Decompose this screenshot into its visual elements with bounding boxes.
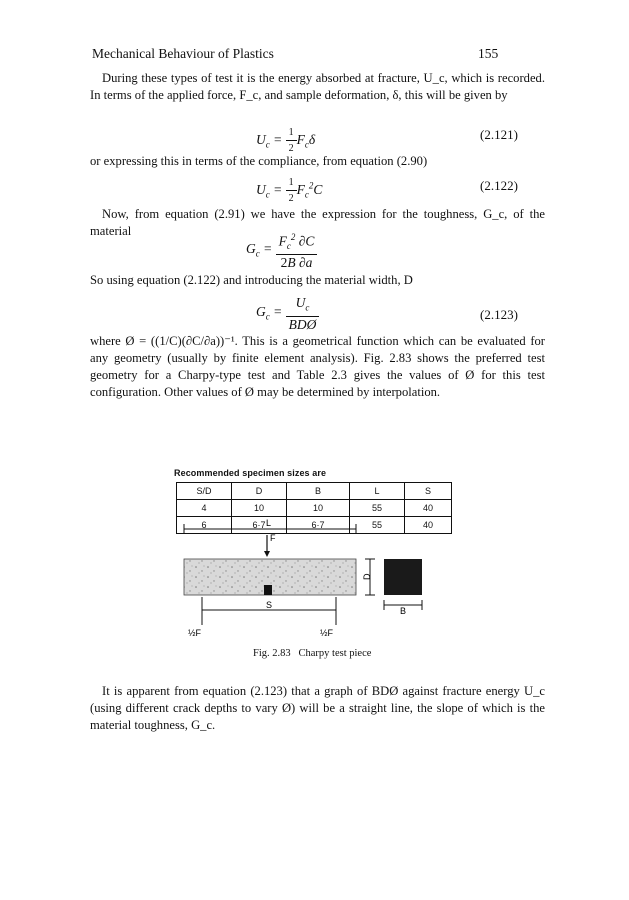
table-cell: 6·7 [287,517,350,534]
charpy-specimen-drawing [170,515,440,645]
p3-text: Now, from equation (2.91) we have the expression for the toughness, G_c, of the material [90,207,545,238]
table-cell: 10 [287,500,350,517]
table-cell: 55 [350,517,405,534]
caption-number: Fig. 2.83 [253,648,291,659]
notch [264,585,272,595]
p4-text: So using equation (2.122) and introducing the material width, D [90,273,413,287]
reaction-right-label: ½F [320,628,334,638]
p1-text: During these types of test it is the energy absorbed at fracture, U_c, which is recorded. In terms of the applied force, F_c, and sample deformation, δ, this will be given by [90,71,545,102]
equation-2-121: $U_c$ = $\frac{1}{2}$ $F_c\delta$ [256,127,316,154]
equation-number-2-121: (2.121) [480,127,518,142]
paragraph-3 [90,206,545,240]
p6-text: It is apparent from equation (2.123) that a graph of BDØ against fracture energy U_c (using different crack depths to vary Ø) will be a straight line, the slope of which is the material toughness, G_c. [90,684,545,732]
running-header-title: Mechanical Behaviour of Plastics [92,46,274,61]
table-cell: 4 [177,500,232,517]
table-cell: 40 [405,517,452,534]
table-header-cell: L [350,483,405,500]
reaction-left-label: ½F [188,628,202,638]
table-header-row [177,483,452,500]
equation-2-122: $U_c$ = $\frac{1}{2}$ $F_c^2C$ [256,177,323,204]
equation-toughness: $G_c$ = $\frac{F_c^2 \partial C}{2B \partial a}$ [246,230,317,270]
equation-2-123: $G_c$ = $\frac{U_c}{\text{BDØ}}$ [256,295,319,332]
specimen-table-title: Recommended specimen sizes are [174,468,327,478]
page-number: 155 [478,46,499,61]
table-row [177,500,452,517]
paragraph-5 [90,333,545,401]
table-cell: 10 [232,500,287,517]
paragraph-4 [90,272,545,289]
equation-number-2-123: (2.123) [480,307,518,322]
paragraph-6 [90,683,545,734]
p2-text: or expressing this in terms of the compliance, from equation (2.90) [90,154,428,168]
caption-text: Charpy test piece [298,648,372,659]
table-cell: 40 [405,500,452,517]
p5-text: where Ø = ((1/C)(∂C/∂a))⁻¹. This is a geometrical function which can be evaluated for any geometry (usually by finite element analysis). Fig. 2.83 shows the preferred test geometry for a Charpy-type test and Table 2.3 gives the values of Ø for this test configuration. Other values of Ø may be determined by interpolation. [90,334,545,399]
cross-section [384,559,422,595]
table-header-cell: B [287,483,350,500]
length-label: L [266,518,272,528]
depth-label: D [362,573,372,580]
span-label: S [266,600,273,610]
table-header-cell: D [232,483,287,500]
paragraph-2 [90,153,545,170]
table-header-cell: S [405,483,452,500]
table-cell: 55 [350,500,405,517]
equation-number-2-122: (2.122) [480,178,518,193]
paragraph-1 [90,70,545,104]
table-header-cell: S/D [177,483,232,500]
figure-caption [253,648,371,659]
table-cell: 6 [177,517,232,534]
force-label: F [270,533,276,543]
width-label: B [400,606,407,616]
table-cell: 6·7 [232,517,287,534]
